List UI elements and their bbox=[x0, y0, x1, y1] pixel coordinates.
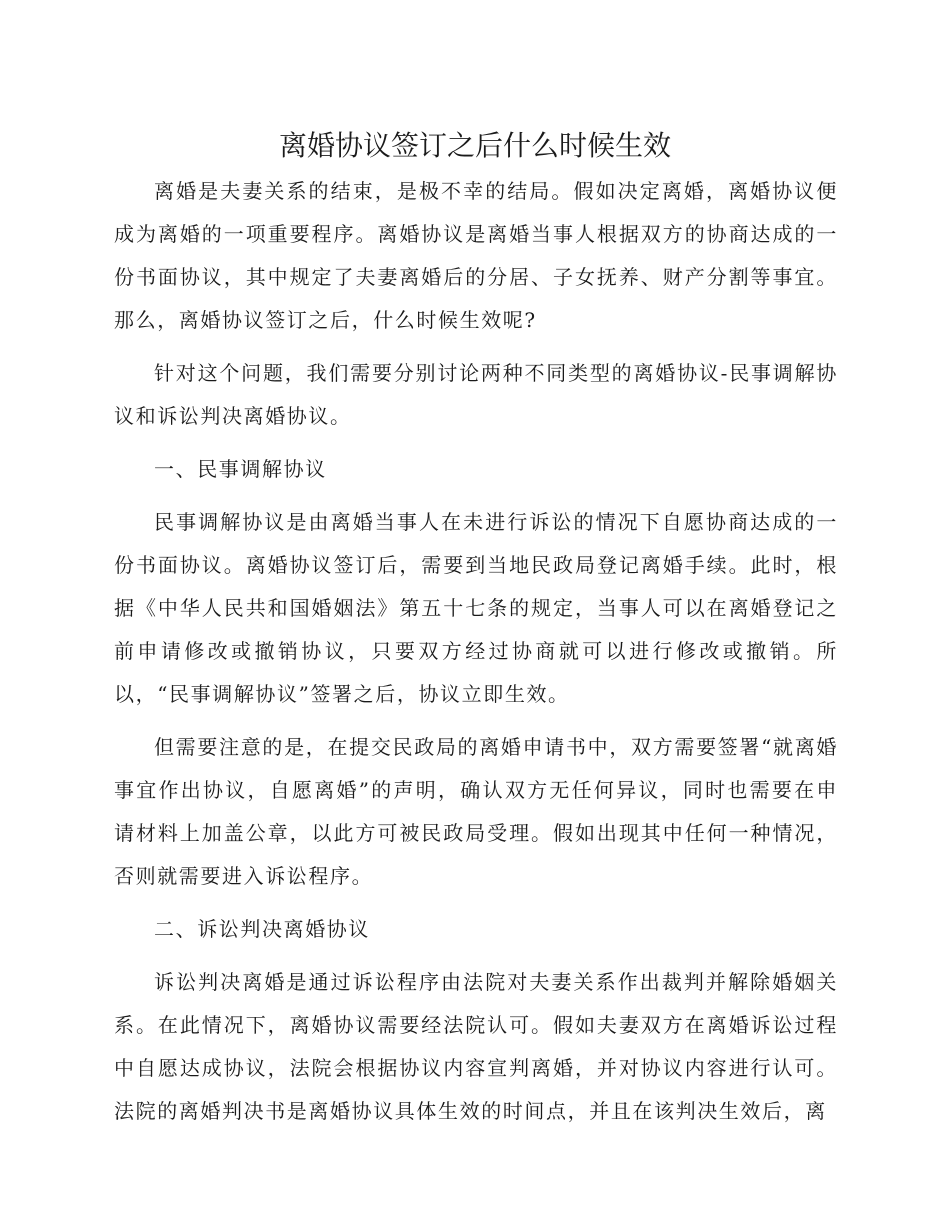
section-heading-civil-mediation: 一、民事调解协议 bbox=[154, 457, 327, 481]
paragraph-civil-notice: 但需要注意的是，在提交民政局的离婚申请书中，双方需要签署“就离婚事宜作出协议，自愿离婚”的声明，确认双方无任何异议，同时也需要在申请材料上加盖公章，以此方可被民政局受理。假如出现其中任何一种情况，否则就需要进入诉讼程序。 bbox=[114, 735, 838, 888]
paragraph-litigation: 诉讼判决离婚是通过诉讼程序由法院对夫妻关系作出裁判并解除婚姻关系。在此情况下，离婚协议需要经法院认可。假如夫妻双方在离婚诉讼过程中自愿达成协议，法院会根据协议内容宣判离婚，并对协议内容进行认可。法院的离婚判决书是离婚协议具体生效的时间点，并且在该判决生效后，离 bbox=[114, 970, 838, 1123]
section-heading-litigation: 二、诉讼判决离婚协议 bbox=[154, 917, 370, 941]
document-title: 离婚协议签订之后什么时候生效 bbox=[278, 129, 671, 162]
document-body bbox=[114, 170, 838, 1143]
paragraph-intro: 离婚是夫妻关系的结束，是极不幸的结局。假如决定离婚，离婚协议便成为离婚的一项重要程序。离婚协议是离婚当事人根据双方的协商达成的一份书面协议，其中规定了夫妻离婚后的分居、子女抚养、财产分割等事宜。那么，离婚协议签订之后，什么时候生效呢? bbox=[114, 179, 838, 332]
paragraph-types: 针对这个问题，我们需要分别讨论两种不同类型的离婚协议-民事调解协议和诉讼判决离婚协议。 bbox=[114, 361, 838, 428]
paragraph-civil-mediation: 民事调解协议是由离婚当事人在未进行诉讼的情况下自愿协商达成的一份书面协议。离婚协议签订后，需要到当地民政局登记离婚手续。此时，根据《中华人民共和国婚姻法》第五十七条的规定，当事人可以在离婚登记之前申请修改或撤销协议，只要双方经过协商就可以进行修改或撤销。所以，“民事调解协议”签署之后，协议立即生效。 bbox=[114, 510, 838, 706]
